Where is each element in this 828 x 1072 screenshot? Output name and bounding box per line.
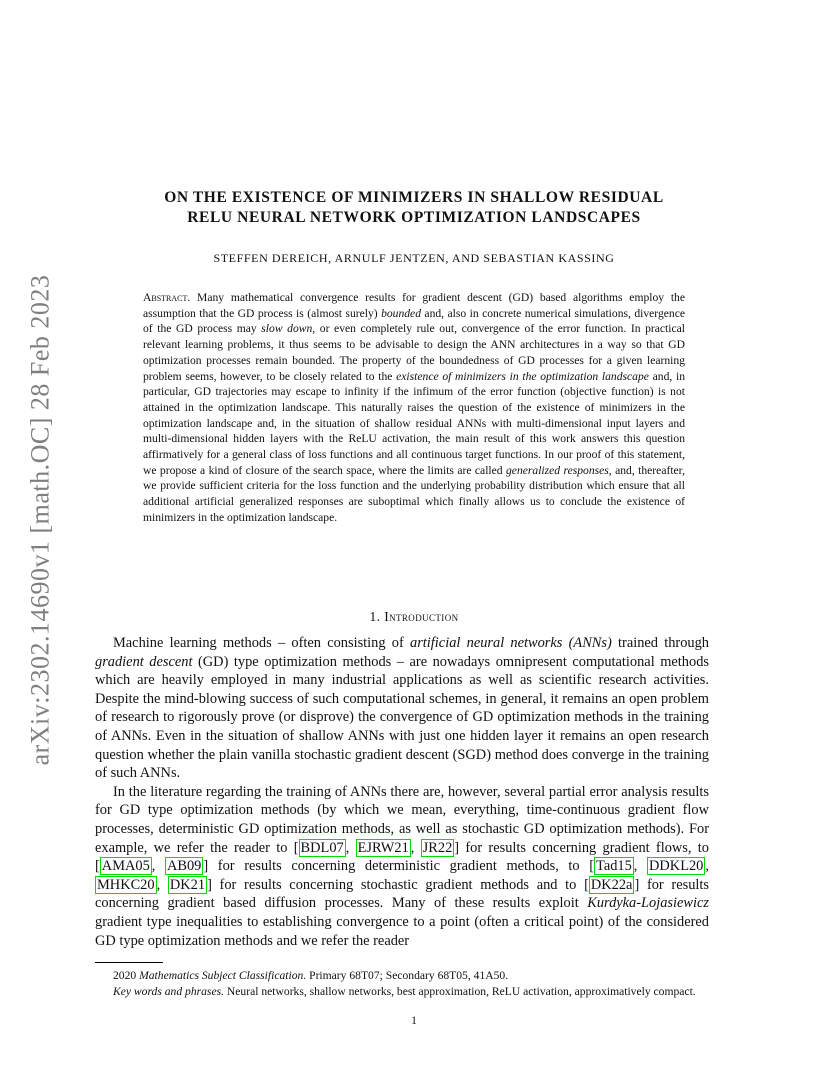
paragraph-text: Machine learning methods – often consisting of [113, 635, 411, 651]
author-list: STEFFEN DEREICH, ARNULF JENTZEN, AND SEBASTIAN KASSING [213, 251, 615, 265]
abstract-text: , and, thereafter, we provide sufficient criteria for the loss function and the underlying probability distribution which ensure that all additional artificial generalized responses are suboptimal which finally allows us to conclude the existence of minimizers in the optimization landscape. [143, 463, 685, 524]
arxiv-identifier: arXiv:2302.14690v1 [math.OC] 28 Feb 2023 [25, 274, 54, 766]
footnote-text: Primary 68T07; Secondary 68T05, 41A50. [306, 969, 509, 982]
paragraph-emphasis: Kurdyka-Lojasiewicz [587, 895, 709, 912]
abstract-emphasis: generalized responses [506, 463, 609, 477]
paragraph-emphasis: gradient descent [95, 653, 193, 670]
paragraph-text: for results concerning stochastic gradient methods and to [211, 876, 585, 893]
footnotes [95, 968, 709, 999]
citation-link[interactable]: AB09 [167, 858, 202, 875]
section-title: Introduction [384, 609, 459, 624]
citation-link[interactable]: Tad15 [596, 858, 632, 875]
arxiv-sidebar [20, 262, 60, 778]
paragraph-text: In the literature regarding the training of ANNs there are, however, several partial error analysis results for GD type optimization methods (by which we mean, everything, time-continuous gradient flow processes, deterministic GD optimization methods, as well as stochastic GD optimization methods). For example, we refer the reader to [95, 783, 709, 856]
citation-link[interactable]: MHKC20 [97, 876, 155, 893]
citation-link[interactable]: DK21 [169, 876, 206, 893]
citation-link[interactable]: BDL07 [300, 839, 344, 856]
section-heading [90, 609, 738, 625]
footnote-label: Key words and phrases. [113, 984, 225, 998]
abstract-emphasis: bounded [381, 306, 421, 320]
paragraph-text: for results concerning gradient based diffusion processes. Many of these results exploit [95, 876, 709, 912]
footnote-label: Mathematics Subject Classification. [139, 969, 307, 982]
abstract-text: , or even completely rule out, convergence of the error function. In practical relevant learning problems, it thus seems to be advisable to design the ANN architectures in a way so that GD optimization processes remain bounded. The property of the boundedness of GD processes for a given learning problem seems, however, to be closely related to the [143, 322, 685, 383]
abstract-label: Abstract. [143, 291, 191, 304]
paper-title [90, 188, 738, 228]
footnote-text: Neural networks, shallow networks, best approximation, ReLU activation, approximatively compact. [224, 984, 696, 998]
paragraph-emphasis: artificial neural networks (ANNs) [410, 635, 612, 651]
main-text [95, 634, 709, 950]
abstract-text: and, in particular, GD trajectories may escape to infinity if the infimum of the error function (objective function) is not attained in the optimization landscape. This naturally raises the question of the existence of minimizers in the optimization landscape and, in the situation of shallow residual ANNs with multi-dimensional input layers and multi-dimensional hidden layers with the ReLU activation, the main result of this work answers this question affirmatively for a general class of loss functions and all continuous target functions. In our proof of this statement, we propose a kind of closure of the search space, where the limits are called [143, 369, 686, 477]
title-line-2: RELU NEURAL NETWORK OPTIMIZATION LANDSCAPES [187, 209, 641, 226]
abstract-emphasis: slow down [261, 322, 313, 336]
paragraph-text: gradient type inequalities to establishing convergence to a point (often a critical point) of the considered GD type optimization methods and we refer the reader [95, 913, 709, 949]
citation-link[interactable]: JR22 [422, 839, 453, 856]
paragraph-text: trained through [611, 635, 709, 651]
footnote-keywords [95, 984, 709, 1000]
paragraph-text: for results concerning gradient flows, to [459, 839, 709, 856]
abstract [143, 290, 685, 526]
citation-link[interactable]: EJRW21 [357, 839, 409, 856]
citation-link[interactable]: DDKL20 [649, 858, 704, 875]
abstract-emphasis: existence of minimizers in the optimization landscape [396, 369, 649, 383]
footnote-year: 2020 [113, 969, 140, 982]
title-line-1: ON THE EXISTENCE OF MINIMIZERS IN SHALLOW RESIDUAL [164, 189, 664, 206]
paragraph-text: (GD) type optimization methods – are nowadays omnipresent computational methods which are heavily employed in many industrial applications as well as scientific research activities. Despite the mind-blowing success of such computational schemes, in general, it remains an open problem of research to rigorously prove (or disprove) the convergence of GD optimization methods in the training of ANNs. Even in the situation of shallow ANNs with just one hidden layer it remains an open research question whether the plain vanilla stochastic gradient descent (SGD) method does converge in the training of such ANNs. [95, 653, 709, 782]
page-number: 1 [411, 1014, 417, 1027]
section-number: 1. [369, 609, 381, 624]
footnote-msc [95, 968, 709, 984]
paragraph-2: In the literature regarding the training of ANNs there are, however, several partial error analysis results for GD type optimization methods (by which we mean, everything, time-continuous gradient flow processes, deterministic GD optimization methods, as well as stochastic GD optimization methods). For example, we refer the reader to [ BDL07 , EJRW21 , JR22 ] for results concerning gradient flows, to [ AMA05 , AB09 ] for results concerning deterministic gradient methods, to [ Tad15 , DDKL20 , MHKC20 , DK21 ] for results concerning stochastic gradient methods and to [ DK22a ] for results concerning gradient based diffusion processes. Many of these results exploit Kurdyka-Lojasiewicz gradient type inequalities to establishing convergence to a point (often a critical point) of the considered GD type optimization methods and we refer the reader [95, 783, 709, 949]
abstract-text: Many mathematical convergence results for gradient descent (GD) based algorithms employ the assumption that the GD process is (almost surely) [143, 291, 685, 320]
abstract-text: and, also in concrete numerical simulations, divergence of the GD process may [143, 306, 685, 336]
citation-link[interactable]: AMA05 [101, 858, 150, 875]
footnote-rule [95, 962, 163, 963]
paragraph-text: for results concerning deterministic gradient methods, to [208, 858, 590, 875]
citation-link[interactable]: DK22a [590, 876, 633, 893]
paragraph-1 [95, 634, 709, 783]
